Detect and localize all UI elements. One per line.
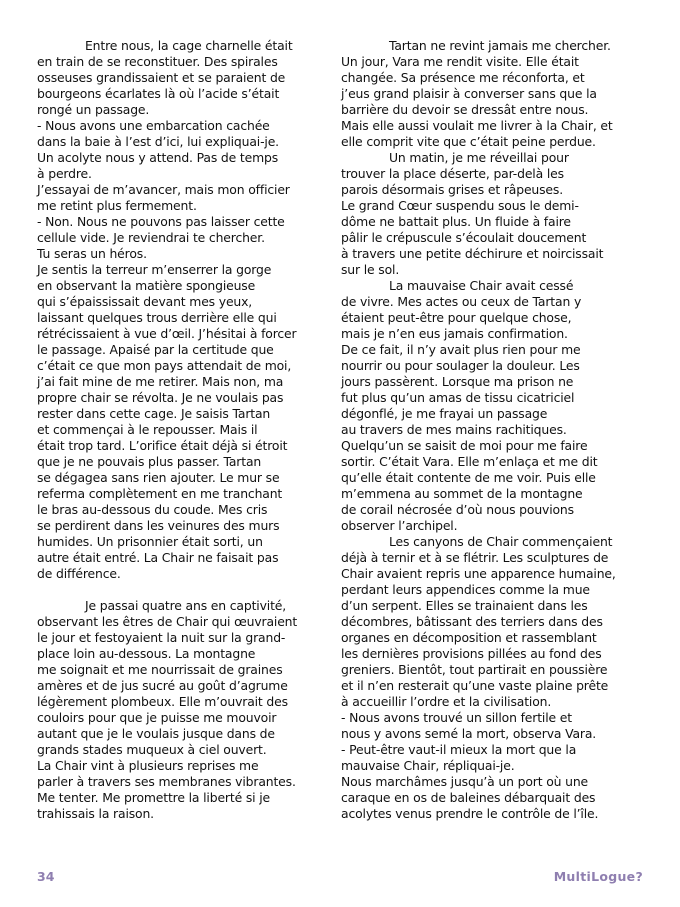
text-line: nourrir ou pour soulager la douleur. Les bbox=[341, 358, 580, 373]
text-line: La Chair vint à plusieurs reprises me bbox=[37, 758, 259, 773]
text-line: me soignait et me nourrissait de graines bbox=[37, 662, 283, 677]
text-line: autre était entré. La Chair ne faisait pas bbox=[37, 550, 279, 565]
text-line: autant que je le voulais jusque dans de bbox=[37, 726, 275, 741]
paragraph-gap bbox=[37, 582, 327, 598]
text-line: parois désormais grises et râpeuses. bbox=[341, 182, 563, 197]
text-line: en train de se reconstituer. Des spirales bbox=[37, 54, 278, 69]
text-line: organes en décomposition et rassemblant bbox=[341, 630, 597, 645]
text-line: Tartan ne revint jamais me chercher. bbox=[389, 38, 611, 53]
text-line: amères et de jus sucré au goût d’agrume bbox=[37, 678, 288, 693]
text-line: Entre nous, la cage charnelle était bbox=[85, 38, 293, 53]
text-line: mais je n’en eus jamais confirmation. bbox=[341, 326, 568, 341]
text-line: bourgeons écarlates là où l’acide s’était bbox=[37, 86, 280, 101]
text-line: décombres, bâtissant des terriers dans des bbox=[341, 614, 603, 629]
text-line: me retint plus fermement. bbox=[37, 198, 197, 213]
text-line: d’un serpent. Elles se trainaient dans les bbox=[341, 598, 588, 613]
text-line: le bras au-dessous du coude. Mes cris bbox=[37, 502, 268, 517]
text-line: parler à travers ses membranes vibrantes. bbox=[37, 774, 296, 789]
text-line: La mauvaise Chair avait cessé bbox=[389, 278, 574, 293]
text-line: qu’elle était contente de me voir. Puis elle bbox=[341, 470, 596, 485]
text-line: Un jour, Vara me rendit visite. Elle était bbox=[341, 54, 579, 69]
text-line: Les canyons de Chair commençaient bbox=[389, 534, 613, 549]
text-line: trahissais la raison. bbox=[37, 806, 154, 821]
text-line: Chair avaient repris une apparence humaine, bbox=[341, 566, 616, 581]
text-line: changée. Sa présence me réconforta, et bbox=[341, 70, 585, 85]
text-line: déjà à ternir et à se flétrir. Les sculptures de bbox=[341, 550, 609, 565]
text-line: observant les êtres de Chair qui œuvraient bbox=[37, 614, 298, 629]
text-line: perdant leurs appendices comme la mue bbox=[341, 582, 590, 597]
text-line: rétrécissaient à vue d’œil. J’hésitai à forcer bbox=[37, 326, 297, 341]
text-line: j’eus grand plaisir à converser sans que la bbox=[341, 86, 597, 101]
text-line: barrière du devoir se dressât entre nous. bbox=[341, 102, 589, 117]
text-line: acolytes venus prendre le contrôle de l’île. bbox=[341, 806, 599, 821]
right-text-column bbox=[341, 38, 645, 822]
text-line: dans la baie à l’est d’ici, lui expliquai-je. bbox=[37, 134, 279, 149]
text-line: et il n’en resterait qu’une vaste plaine prête bbox=[341, 678, 609, 693]
text-line: caraque en os de baleines débarquait des bbox=[341, 790, 596, 805]
text-line: - Nous avons trouvé un sillon fertile et bbox=[341, 710, 572, 725]
text-line: le jour et festoyaient la nuit sur la grand- bbox=[37, 630, 286, 645]
left-text-column bbox=[37, 38, 327, 822]
text-line: le passage. Apaisé par la certitude que bbox=[37, 342, 274, 357]
text-line: propre chair se révolta. Je ne voulais pas bbox=[37, 390, 284, 405]
text-line: Un matin, je me réveillai pour bbox=[389, 150, 569, 165]
text-line: légèrement plombeux. Elle m’ouvrait des bbox=[37, 694, 288, 709]
text-line: elle comprit vite que c’était peine perdue. bbox=[341, 134, 596, 149]
text-line: de vivre. Mes actes ou ceux de Tartan y bbox=[341, 294, 582, 309]
text-line: à accueillir l’ordre et la civilisation. bbox=[341, 694, 552, 709]
text-line: Quelqu’un se saisit de moi pour me faire bbox=[341, 438, 588, 453]
text-line: c’était ce que mon pays attendait de moi, bbox=[37, 358, 292, 373]
text-line: couloirs pour que je puisse me mouvoir bbox=[37, 710, 277, 725]
text-line: les dernières provisions pillées au fond des bbox=[341, 646, 602, 661]
page-number: 34 bbox=[37, 869, 55, 884]
text-line: au travers de mes mains rachitiques. bbox=[341, 422, 567, 437]
text-line: Un acolyte nous y attend. Pas de temps bbox=[37, 150, 279, 165]
text-line: pâlir le crépuscule s’écoulait doucement bbox=[341, 230, 587, 245]
text-line: m’emmena au sommet de la montagne bbox=[341, 486, 583, 501]
text-line: fut plus qu’un amas de tissu cicatriciel bbox=[341, 390, 575, 405]
text-line: mauvaise Chair, répliquai-je. bbox=[341, 758, 515, 773]
text-line: en observant la matière spongieuse bbox=[37, 278, 256, 293]
text-line: De ce fait, il n’y avait plus rien pour me bbox=[341, 342, 581, 357]
text-line: étaient peut-être pour quelque chose, bbox=[341, 310, 572, 325]
text-line: cellule vide. Je reviendrai te chercher. bbox=[37, 230, 265, 245]
text-line: Je sentis la terreur m’enserrer la gorge bbox=[37, 262, 272, 277]
text-line: rester dans cette cage. Je saisis Tartan bbox=[37, 406, 271, 421]
magazine-name: MultiLogue? bbox=[553, 869, 643, 884]
text-line: sortir. C’était Vara. Elle m’enlaça et me dit bbox=[341, 454, 598, 469]
text-line: rongé un passage. bbox=[37, 102, 150, 117]
text-line: grands stades muqueux à ciel ouvert. bbox=[37, 742, 267, 757]
text-line: humides. Un prisonnier était sorti, un bbox=[37, 534, 263, 549]
text-line: de corail nécrosée d’où nous pouvions bbox=[341, 502, 574, 517]
text-line: J’essayai de m’avancer, mais mon officier bbox=[37, 182, 290, 197]
text-line: trouver la place déserte, par-delà les bbox=[341, 166, 564, 181]
text-line: que je ne pouvais plus passer. Tartan bbox=[37, 454, 262, 469]
text-line: osseuses grandissaient et se paraient de bbox=[37, 70, 286, 85]
text-line: j’ai fait mine de me retirer. Mais non, ma bbox=[37, 374, 284, 389]
text-line: - Non. Nous ne pouvons pas laisser cette bbox=[37, 214, 285, 229]
text-line: sur le sol. bbox=[341, 262, 400, 277]
text-line: Nous marchâmes jusqu’à un port où une bbox=[341, 774, 588, 789]
text-line: se perdirent dans les veinures des murs bbox=[37, 518, 280, 533]
text-line: jours passèrent. Lorsque ma prison ne bbox=[341, 374, 574, 389]
text-line: à travers une petite déchirure et noircissait bbox=[341, 246, 604, 261]
text-line: nous y avons semé la mort, observa Vara. bbox=[341, 726, 597, 741]
text-line: observer l’archipel. bbox=[341, 518, 458, 533]
text-line: Tu seras un héros. bbox=[37, 246, 147, 261]
text-line: se dégagea sans rien ajouter. Le mur se bbox=[37, 470, 280, 485]
text-line: de différence. bbox=[37, 566, 121, 581]
text-line: referma complètement en me tranchant bbox=[37, 486, 283, 501]
text-line: dégonflé, je me frayai un passage bbox=[341, 406, 548, 421]
text-line: Le grand Cœur suspendu sous le demi- bbox=[341, 198, 579, 213]
text-line: - Peut-être vaut-il mieux la mort que la bbox=[341, 742, 577, 757]
text-line: à perdre. bbox=[37, 166, 92, 181]
text-line: Me tenter. Me promettre la liberté si je bbox=[37, 790, 270, 805]
text-line: Mais elle aussi voulait me livrer à la Chair, et bbox=[341, 118, 613, 133]
text-line: laissant quelques trous derrière elle qui bbox=[37, 310, 277, 325]
text-line: qui s’épaississait devant mes yeux, bbox=[37, 294, 253, 309]
text-line: greniers. Bientôt, tout partirait en poussière bbox=[341, 662, 608, 677]
text-line: était trop tard. L’orifice était déjà si étroit bbox=[37, 438, 288, 453]
text-line: et commençai à le repousser. Mais il bbox=[37, 422, 258, 437]
text-line: - Nous avons une embarcation cachée bbox=[37, 118, 270, 133]
text-line: dôme ne battait plus. Un fluide à faire bbox=[341, 214, 571, 229]
text-line: Je passai quatre ans en captivité, bbox=[85, 598, 287, 613]
text-line: place loin au-dessous. La montagne bbox=[37, 646, 256, 661]
